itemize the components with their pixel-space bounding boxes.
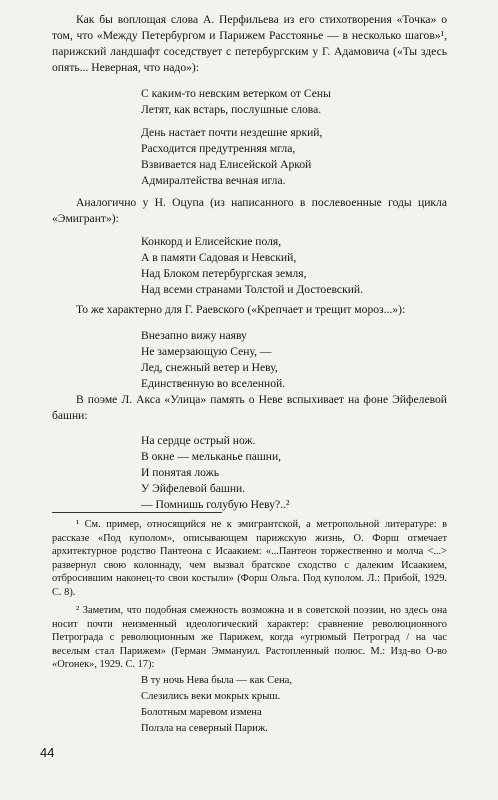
verse-line: Ползла на северный Париж. [141, 723, 268, 734]
verse-line: Внезапно вижу наяву [141, 329, 247, 342]
verse-line: — Помнишь голубую Неву?..² [141, 498, 290, 511]
verse-line: Над Блоком петербургская земля, [141, 267, 307, 280]
verse-line: Лед, снежный ветер и Неву, [141, 361, 278, 374]
verse-line: Расходится предутренняя мгла, [141, 142, 296, 155]
verse-line: Болотным маревом измена [141, 707, 262, 718]
verse-line: На сердце острый нож. [141, 434, 256, 447]
verse-line: Адмиралтейства вечная игла. [141, 174, 286, 187]
footnote-2: ² Заметим, что подобная смежность возможна и в советской поэзии, но здесь она носит почти неизменный идеологический характер: сравнение революционного Петрограда с революционным же Парижем, когда «угрюмый Петроград / на час веселым стал Парижем» (Герман Эммануил. Растопленный полюс. М.: Изд-во О-во «Огонек», 1929. С. 17): [52, 605, 447, 671]
verse-line: Не замерзающую Сену, — [141, 345, 272, 358]
verse-line: День настает почти нездешне яркий, [141, 126, 323, 139]
page-number: 44 [40, 745, 55, 760]
paragraph-adamovich: Как бы воплощая слова А. Перфильева из его стихотворения «Точка» о том, что «Между Петербургом и Парижем Расстоянье — в несколько шагов»¹, парижский ландшафт соседствует с петербургским у Г. Адамовича («Ты здесь опять... Неверная, что надо»): [52, 13, 447, 74]
verse-line: В окне — мельканье пашни, [141, 450, 282, 463]
verse-line: У Эйфелевой башни. [141, 482, 246, 495]
paragraph-aks: В поэме Л. Акса «Улица» память о Неве вспыхивает на фоне Эйфелевой башни: [52, 393, 447, 422]
verse-adamovich-2 [141, 125, 461, 189]
verse-otsup [141, 234, 461, 298]
verse-line: В ту ночь Нева была — как Сена, [141, 675, 293, 686]
verse-line: Летят, как встарь, послушные слова. [141, 103, 322, 116]
paragraph-raevsky: То же характерно для Г. Раевского («Крепчает и трещит мороз...»): [76, 303, 406, 316]
verse-line: Слезились веки мокрых крыш. [141, 691, 281, 702]
verse-line: Единственную во вселенной. [141, 377, 286, 390]
verse-raevsky [141, 328, 461, 392]
verse-adamovich-1 [141, 86, 461, 118]
footnote-divider [52, 512, 222, 513]
footnote-verse [141, 673, 461, 737]
paragraph-otsup: Аналогично у Н. Оцупа (из написанного в послевоенные годы цикла «Эмигрант»): [52, 196, 447, 225]
verse-line: И понятая ложь [141, 466, 219, 479]
verse-line: Взвивается над Елисейской Аркой [141, 158, 312, 171]
verse-line: Конкорд и Елисейские поля, [141, 235, 282, 248]
verse-line: С каким-то невским ветерком от Сены [141, 87, 331, 100]
verse-line: А в памяти Садовая и Невский, [141, 251, 297, 264]
verse-aks [141, 433, 461, 513]
verse-line: Над всеми странами Толстой и Достоевский. [141, 283, 364, 296]
footnote-1: ¹ См. пример, относящийся не к эмигрантской, а метропольной литературе: в рассказе «Под куполом», описывающем парижскую жизнь, О. Форш отмечает архитектурное родство Пантеона с Исаакием: «...Пантеон торжественно и молча <...> развернул свою колоннаду, чем вызвал братское сходство с далеким Исаакием, отбросившим наконец-то свои костыли» (Форш Ольга. Под куполом. Л.: Прибой, 1929. С. 8). [52, 519, 447, 598]
